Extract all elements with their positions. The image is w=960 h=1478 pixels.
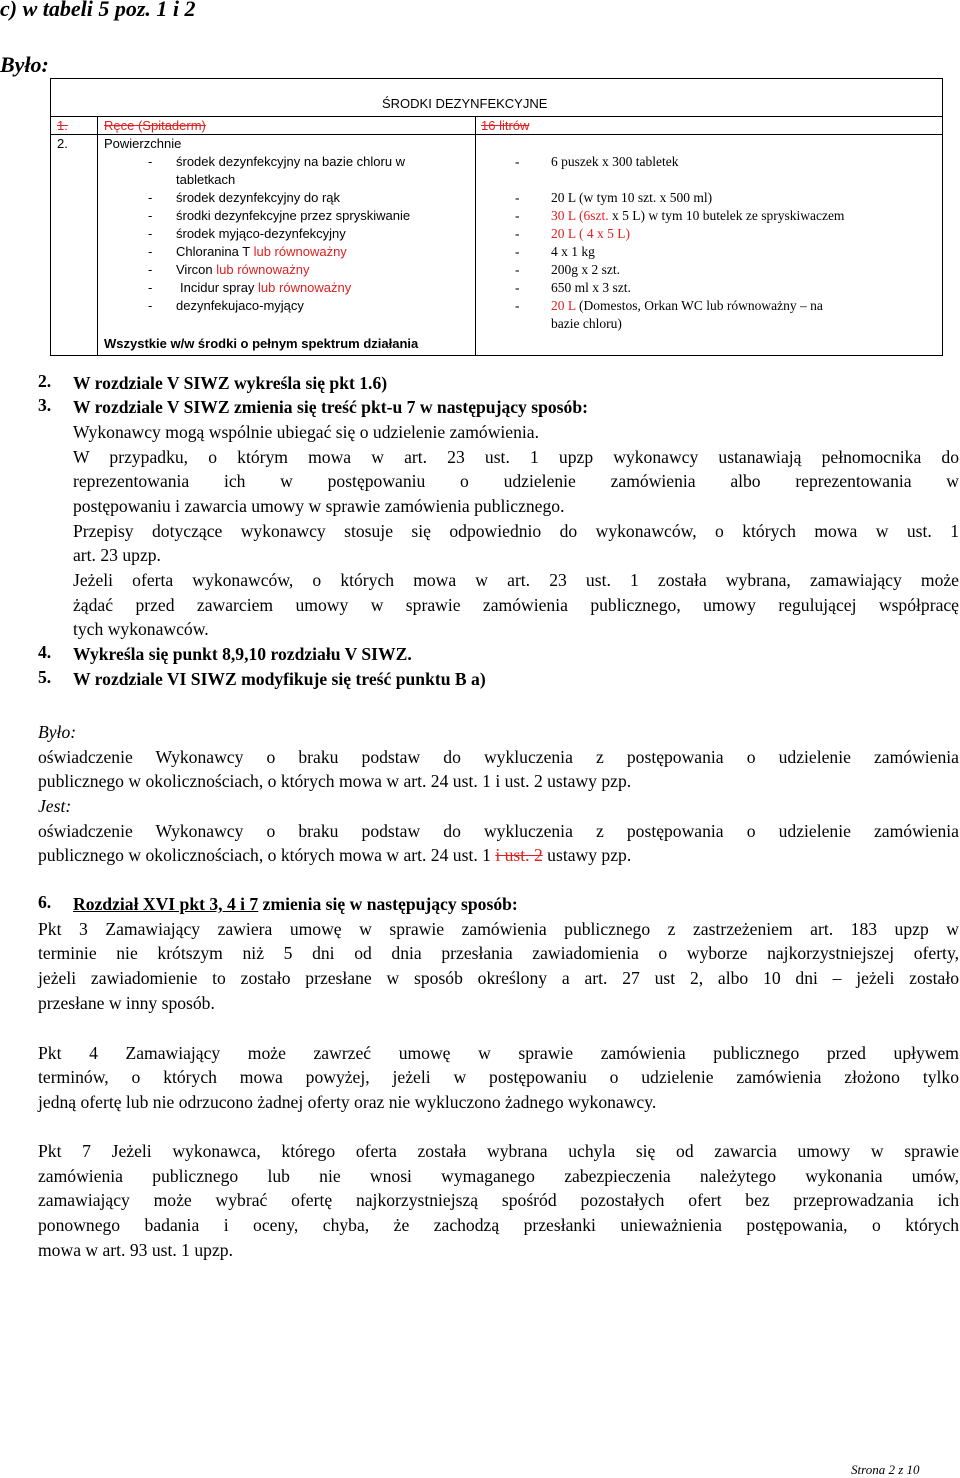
section-3-p2-l3: postępowaniu i zawarcia umowy w sprawie zamówienia publicznego. (73, 496, 565, 516)
section-6-num: 6. (38, 892, 52, 912)
table-footer-note: Wszystkie w/w środki o pełnym spektrum działania (104, 336, 419, 351)
item-dash: - (148, 208, 153, 223)
section-3-p3-l1: Przepisy dotyczące wykonawcy stosuje się odpowiednio do wykonawców, o których mowa w ust. 1 (73, 521, 959, 541)
section-2-num: 2. (38, 371, 52, 391)
jest-l1: oświadczenie Wykonawcy o braku podstaw do wykluczenia z postępowania o udzielenie zamówienia (38, 821, 959, 841)
qty-chloranina: 4 x 1 kg (551, 244, 595, 259)
qty-dash: - (515, 262, 520, 277)
item-incidur (180, 280, 351, 295)
pkt4-l2: terminów, o których mowa powyżej, jeżeli w postępowaniu o udzielenie zamówienia złożono tylko (38, 1067, 959, 1087)
qty-domestos-cont: bazie chloru) (551, 316, 622, 331)
item-hand-disinfectant: środek dezynfekcyjny do rąk (176, 190, 341, 205)
qty-incidur: 650 ml x 3 szt. (551, 280, 631, 295)
qty-dash: - (515, 226, 520, 241)
section-3-p4-l2: żądać przed zawarciem umowy w sprawie zamówienia publicznego, umowy regulującej współpracę (73, 595, 959, 615)
pkt7-l3: zamawiający może wybrać ofertę najkorzystniejszą spośród pozostałych ofert bez przeprowadzania ich (38, 1190, 959, 1210)
item-chloranina-equiv: lub równoważny (253, 244, 347, 259)
qty-cleaning: 20 L ( 4 x 5 L) (551, 226, 630, 241)
bylo-l2: publicznego w okolicznościach, o których mowa w art. 24 ust. 1 i ust. 2 ustawy pzp. (38, 771, 632, 791)
section-3-num: 3. (38, 395, 52, 415)
item-dash: - (148, 298, 153, 313)
pkt7-l4: ponownego badania i oceny, chyba, że zachodzą przesłanki unieważnienia postępowania, o których (38, 1215, 959, 1235)
item-chloranina-name: Chloranina T (176, 244, 250, 259)
item-dash: - (148, 280, 153, 295)
pkt4-l1: Pkt 4 Zamawiający może zawrzeć umowę w sprawie zamówienia publicznego przed upływem (38, 1043, 959, 1063)
section-4-text: Wykreśla się punkt 8,9,10 rozdziału V SIWZ. (73, 644, 412, 664)
section-5-num: 5. (38, 667, 52, 687)
section-5-text: W rozdziale VI SIWZ modyfikuje się treść punktu B a) (73, 669, 486, 689)
item-chloranina (176, 244, 347, 259)
pkt3-l3: jeżeli zawiadomienie to zostało przesłane w sposób określony a art. 27 ust 2, albo 10 dni – jeżeli zostało (38, 968, 959, 988)
qty-vircon: 200g x 2 szt. (551, 262, 620, 277)
section-6-text (73, 892, 518, 917)
pkt3-l2: terminie nie krótszym niż 5 dni od dnia przesłania zawiadomienia o wyborze najkorzystniejszej oferty, (38, 943, 959, 963)
section-4-num: 4. (38, 642, 52, 662)
row1-num: 1. (57, 118, 68, 133)
item-cleaning-disinfectant: środek myjąco-dezynfekcyjny (176, 226, 346, 241)
qty-hand: 20 L (w tym 10 szt. x 500 ml) (551, 190, 713, 205)
item-dash: - (148, 244, 153, 259)
jest-l2-text: publicznego w okolicznościach, o których mowa w art. 24 ust. 1 (38, 845, 491, 865)
item-incidur-equiv: lub równoważny (258, 280, 352, 295)
section-2-text: W rozdziale V SIWZ wykreśla się pkt 1.6) (73, 373, 388, 393)
item-incidur-name: Incidur spray (180, 280, 255, 295)
qty-dash: - (515, 244, 520, 259)
section-6-rest: zmienia się w następujący sposób: (262, 894, 518, 914)
page-number: Strona 2 z 10 (851, 1462, 920, 1477)
bylo-heading: Było: (0, 52, 49, 77)
page-heading: c) w tabeli 5 poz. 1 i 2 (0, 0, 196, 21)
qty-dash: - (515, 298, 520, 313)
item-dash: - (148, 262, 153, 277)
section-3-p1: Wykonawcy mogą wspólnie ubiegać się o udzielenie zamówienia. (73, 422, 539, 442)
qty-dash: - (515, 190, 520, 205)
item-vircon-equiv: lub równoważny (216, 262, 310, 277)
jest-label: Jest: (38, 796, 72, 816)
qty-domestos (551, 298, 823, 314)
pkt4-l3: jedną ofertę lub nie odrzucono żadnej oferty oraz nie wykluczono żadnego wykonawcy. (38, 1092, 657, 1112)
qty-dash: - (515, 208, 520, 223)
qty-tablets: 6 puszek x 300 tabletek (551, 154, 679, 169)
qty-dash: - (515, 280, 520, 295)
row1-name: Ręce (Spitaderm) (104, 118, 206, 133)
row1-qty: 16 litrów (481, 118, 530, 133)
row2-num: 2. (57, 136, 68, 151)
qty-spray (551, 208, 844, 224)
item-cleaner: dezynfekujaco-myjący (176, 298, 304, 313)
section-3-p3-l2: art. 23 upzp. (73, 545, 161, 565)
pkt3-l1: Pkt 3 Zamawiający zawiera umowę w sprawie zamówienia publicznego z zastrzeżeniem art. 183 upzp w (38, 919, 959, 939)
jest-l2 (38, 843, 631, 868)
jest-l2-struck: i ust. 2 (495, 845, 543, 865)
row2-name: Powierzchnie (104, 136, 182, 151)
section-6-underlined: Rozdział XVI pkt 3, 4 i 7 (73, 894, 259, 914)
pkt7-l2: zamówienia publicznego lub nie wnosi wymaganego zabezpieczenia należytego wykonania umów, (38, 1166, 959, 1186)
item-spray-disinfectant: środki dezynfekcyjne przez spryskiwanie (176, 208, 411, 223)
item-chlorine-tablets: środek dezynfekcyjny na bazie chloru w (176, 154, 406, 169)
qty-domestos-red: 20 L (551, 298, 576, 313)
qty-domestos-text: (Domestos, Orkan WC lub równoważny – na (575, 298, 823, 313)
item-dash: - (148, 154, 153, 169)
item-vircon (176, 262, 309, 277)
section-3-p4-l1: Jeżeli oferta wykonawców, o których mowa w art. 23 ust. 1 została wybrana, zamawiający może (73, 570, 959, 590)
bylo-l1: oświadczenie Wykonawcy o braku podstaw do wykluczenia z postępowania o udzielenie zamówienia (38, 747, 959, 767)
section-3-p2-l1: W przypadku, o którym mowa w art. 23 ust. 1 upzp wykonawcy ustanawiają pełnomocnika do (73, 447, 959, 467)
item-dash: - (148, 190, 153, 205)
qty-spray-red: 30 L (6szt. (551, 208, 609, 223)
pkt3-l4: przesłane w inny sposób. (38, 993, 215, 1013)
jest-l2-end: ustawy pzp. (547, 845, 632, 865)
bylo-label: Było: (38, 722, 77, 742)
item-vircon-name: Vircon (176, 262, 213, 277)
section-3-p2-l2: reprezentowania ich w postępowaniu o udzielenie zamówienia albo reprezentowania w (73, 471, 959, 491)
table-heading: ŚRODKI DEZYNFEKCYJNE (382, 96, 548, 111)
section-3-p4-l3: tych wykonawców. (73, 619, 209, 639)
item-dash: - (148, 226, 153, 241)
qty-spray-text: x 5 L) w tym 10 butelek ze spryskiwaczem (608, 208, 845, 223)
pkt7-l5: mowa w art. 93 ust. 1 upzp. (38, 1240, 233, 1260)
section-3-text: W rozdziale V SIWZ zmienia się treść pkt-u 7 w następujący sposób: (73, 397, 588, 417)
qty-dash: - (515, 154, 520, 169)
item-chlorine-tablets-cont: tabletkach (176, 172, 236, 187)
pkt7-l1: Pkt 7 Jeżeli wykonawca, którego oferta została wybrana uchyla się od zawarcia umowy w sprawie (38, 1141, 959, 1161)
